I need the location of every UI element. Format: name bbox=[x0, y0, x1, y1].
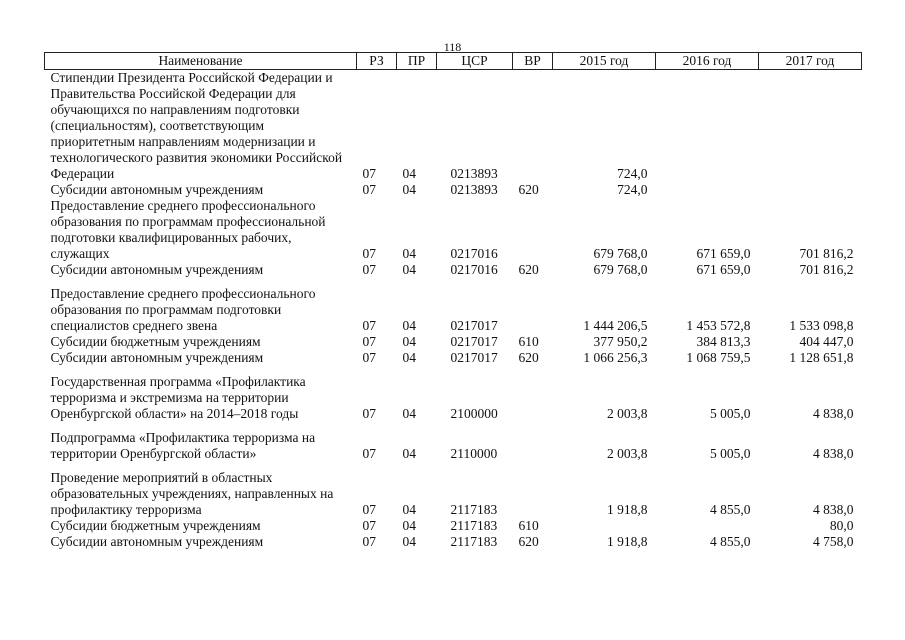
row-2016 bbox=[656, 182, 759, 198]
row-rz: 07 bbox=[362, 534, 376, 549]
row-name: Предоставление среднего профессионального образования по программам профессиональной подготовки квалифицированных рабочих, служащих bbox=[50, 198, 326, 261]
row-2015: 1 066 256,3 bbox=[583, 350, 648, 365]
table-body bbox=[45, 70, 862, 551]
row-2015: 1 918,8 bbox=[607, 534, 648, 549]
row-2017: 1 128 651,8 bbox=[789, 350, 854, 365]
row-rz: 07 bbox=[362, 166, 376, 181]
row-2015: 1 918,8 bbox=[607, 502, 648, 517]
row-2017 bbox=[759, 70, 862, 183]
row-2015: 724,0 bbox=[617, 166, 648, 181]
row-2017: 4 838,0 bbox=[813, 406, 854, 421]
row-rz: 07 bbox=[362, 502, 376, 517]
row-csr: 2117183 bbox=[450, 518, 498, 533]
row-pr: 04 bbox=[402, 502, 416, 517]
row-2016: 4 855,0 bbox=[710, 502, 751, 517]
row-2017: 701 816,2 bbox=[799, 246, 854, 261]
header-pr: ПР bbox=[397, 53, 437, 70]
row-vr: 610 bbox=[518, 518, 539, 533]
table-header bbox=[45, 53, 862, 70]
row-2016: 671 659,0 bbox=[696, 246, 751, 261]
row-2017: 80,0 bbox=[829, 518, 854, 533]
row-vr bbox=[513, 462, 553, 518]
row-csr: 0217016 bbox=[450, 262, 498, 277]
row-vr: 610 bbox=[518, 334, 539, 349]
row-2016: 1 068 759,5 bbox=[686, 350, 751, 365]
table-row bbox=[45, 198, 862, 262]
row-vr bbox=[513, 278, 553, 334]
row-csr: 0217017 bbox=[450, 318, 498, 333]
row-csr: 0217017 bbox=[450, 334, 498, 349]
row-2015: 377 950,2 bbox=[593, 334, 648, 349]
row-name: Государственная программа «Профилактика терроризма и экстремизма на территории Оренбургской области» на 2014–2018 годы bbox=[50, 374, 306, 421]
row-2016: 4 855,0 bbox=[710, 534, 751, 549]
row-vr bbox=[513, 366, 553, 422]
row-rz: 07 bbox=[362, 406, 376, 421]
row-pr: 04 bbox=[402, 182, 416, 197]
row-vr: 620 bbox=[518, 350, 539, 365]
row-csr: 2110000 bbox=[450, 446, 498, 461]
header-rz: РЗ bbox=[357, 53, 397, 70]
row-vr: 620 bbox=[518, 182, 539, 197]
row-2015: 724,0 bbox=[617, 182, 648, 197]
row-name: Предоставление среднего профессионального образования по программам подготовки специалистов среднего звена bbox=[50, 286, 316, 333]
row-csr: 0217016 bbox=[450, 246, 498, 261]
row-2015: 2 003,8 bbox=[607, 446, 648, 461]
row-2017: 4 758,0 bbox=[813, 534, 854, 549]
header-2015: 2015 год bbox=[553, 53, 656, 70]
row-2015: 679 768,0 bbox=[593, 246, 648, 261]
row-name: Субсидии бюджетным учреждениям bbox=[50, 518, 261, 533]
row-rz: 07 bbox=[362, 446, 376, 461]
row-name: Субсидии автономным учреждениям bbox=[50, 182, 264, 197]
row-2017: 1 533 098,8 bbox=[789, 318, 854, 333]
row-2017 bbox=[759, 182, 862, 198]
header-vr: ВР bbox=[513, 53, 553, 70]
row-pr: 04 bbox=[402, 518, 416, 533]
header-2016: 2016 год bbox=[656, 53, 759, 70]
row-vr: 620 bbox=[518, 262, 539, 277]
row-rz: 07 bbox=[362, 182, 376, 197]
row-pr: 04 bbox=[402, 246, 416, 261]
row-2017: 701 816,2 bbox=[799, 262, 854, 277]
row-csr: 0213893 bbox=[450, 166, 498, 181]
row-2015: 679 768,0 bbox=[593, 262, 648, 277]
header-csr: ЦСР bbox=[437, 53, 513, 70]
table-row bbox=[45, 422, 862, 462]
row-2017: 4 838,0 bbox=[813, 446, 854, 461]
row-csr: 2117183 bbox=[450, 534, 498, 549]
row-2016: 5 005,0 bbox=[710, 406, 751, 421]
row-name: Проведение мероприятий в областных образовательных учреждениях, направленных на профилактику терроризма bbox=[50, 470, 334, 517]
row-vr: 620 bbox=[518, 534, 539, 549]
row-2017: 4 838,0 bbox=[813, 502, 854, 517]
header-name: Наименование bbox=[45, 53, 357, 70]
row-rz: 07 bbox=[362, 262, 376, 277]
row-2016 bbox=[656, 518, 759, 534]
header-2017: 2017 год bbox=[759, 53, 862, 70]
row-vr bbox=[513, 198, 553, 262]
row-csr: 0217017 bbox=[450, 350, 498, 365]
table-row bbox=[45, 334, 862, 350]
table-row bbox=[45, 534, 862, 550]
row-name: Субсидии автономным учреждениям bbox=[50, 534, 264, 549]
row-vr bbox=[513, 70, 553, 183]
row-name: Субсидии автономным учреждениям bbox=[50, 262, 264, 277]
table-row bbox=[45, 182, 862, 198]
row-2016: 384 813,3 bbox=[696, 334, 751, 349]
row-2016: 671 659,0 bbox=[696, 262, 751, 277]
row-pr: 04 bbox=[402, 406, 416, 421]
row-csr: 0213893 bbox=[450, 182, 498, 197]
row-rz: 07 bbox=[362, 334, 376, 349]
row-pr: 04 bbox=[402, 262, 416, 277]
table-row bbox=[45, 366, 862, 422]
table-row bbox=[45, 462, 862, 518]
row-2017: 404 447,0 bbox=[799, 334, 854, 349]
row-pr: 04 bbox=[402, 446, 416, 461]
row-csr: 2117183 bbox=[450, 502, 498, 517]
budget-table bbox=[44, 52, 862, 550]
row-pr: 04 bbox=[402, 334, 416, 349]
row-2015: 1 444 206,5 bbox=[583, 318, 648, 333]
row-csr: 2100000 bbox=[450, 406, 498, 421]
row-pr: 04 bbox=[402, 318, 416, 333]
table-row bbox=[45, 518, 862, 534]
row-pr: 04 bbox=[402, 166, 416, 181]
row-name: Субсидии бюджетным учреждениям bbox=[50, 334, 261, 349]
row-rz: 07 bbox=[362, 318, 376, 333]
row-name: Подпрограмма «Профилактика терроризма на территории Оренбургской области» bbox=[50, 430, 316, 461]
table-row bbox=[45, 350, 862, 366]
page-number: 118 bbox=[443, 40, 462, 54]
row-2016 bbox=[656, 70, 759, 183]
row-vr bbox=[513, 422, 553, 462]
row-rz: 07 bbox=[362, 246, 376, 261]
row-2016: 5 005,0 bbox=[710, 446, 751, 461]
table-row bbox=[45, 262, 862, 278]
row-2015: 2 003,8 bbox=[607, 406, 648, 421]
table-row bbox=[45, 70, 862, 183]
row-rz: 07 bbox=[362, 518, 376, 533]
row-rz: 07 bbox=[362, 350, 376, 365]
row-name: Стипендии Президента Российской Федерации и Правительства Российской Федерации для обучающихся по направлениям подготовки (специальностям), соответствующим приоритетным направлениям модернизации и технологического развития экономики Российской Федерации bbox=[50, 70, 343, 181]
row-pr: 04 bbox=[402, 534, 416, 549]
row-2015 bbox=[553, 518, 656, 534]
row-2016: 1 453 572,8 bbox=[686, 318, 751, 333]
row-pr: 04 bbox=[402, 350, 416, 365]
row-name: Субсидии автономным учреждениям bbox=[50, 350, 264, 365]
table-row bbox=[45, 278, 862, 334]
